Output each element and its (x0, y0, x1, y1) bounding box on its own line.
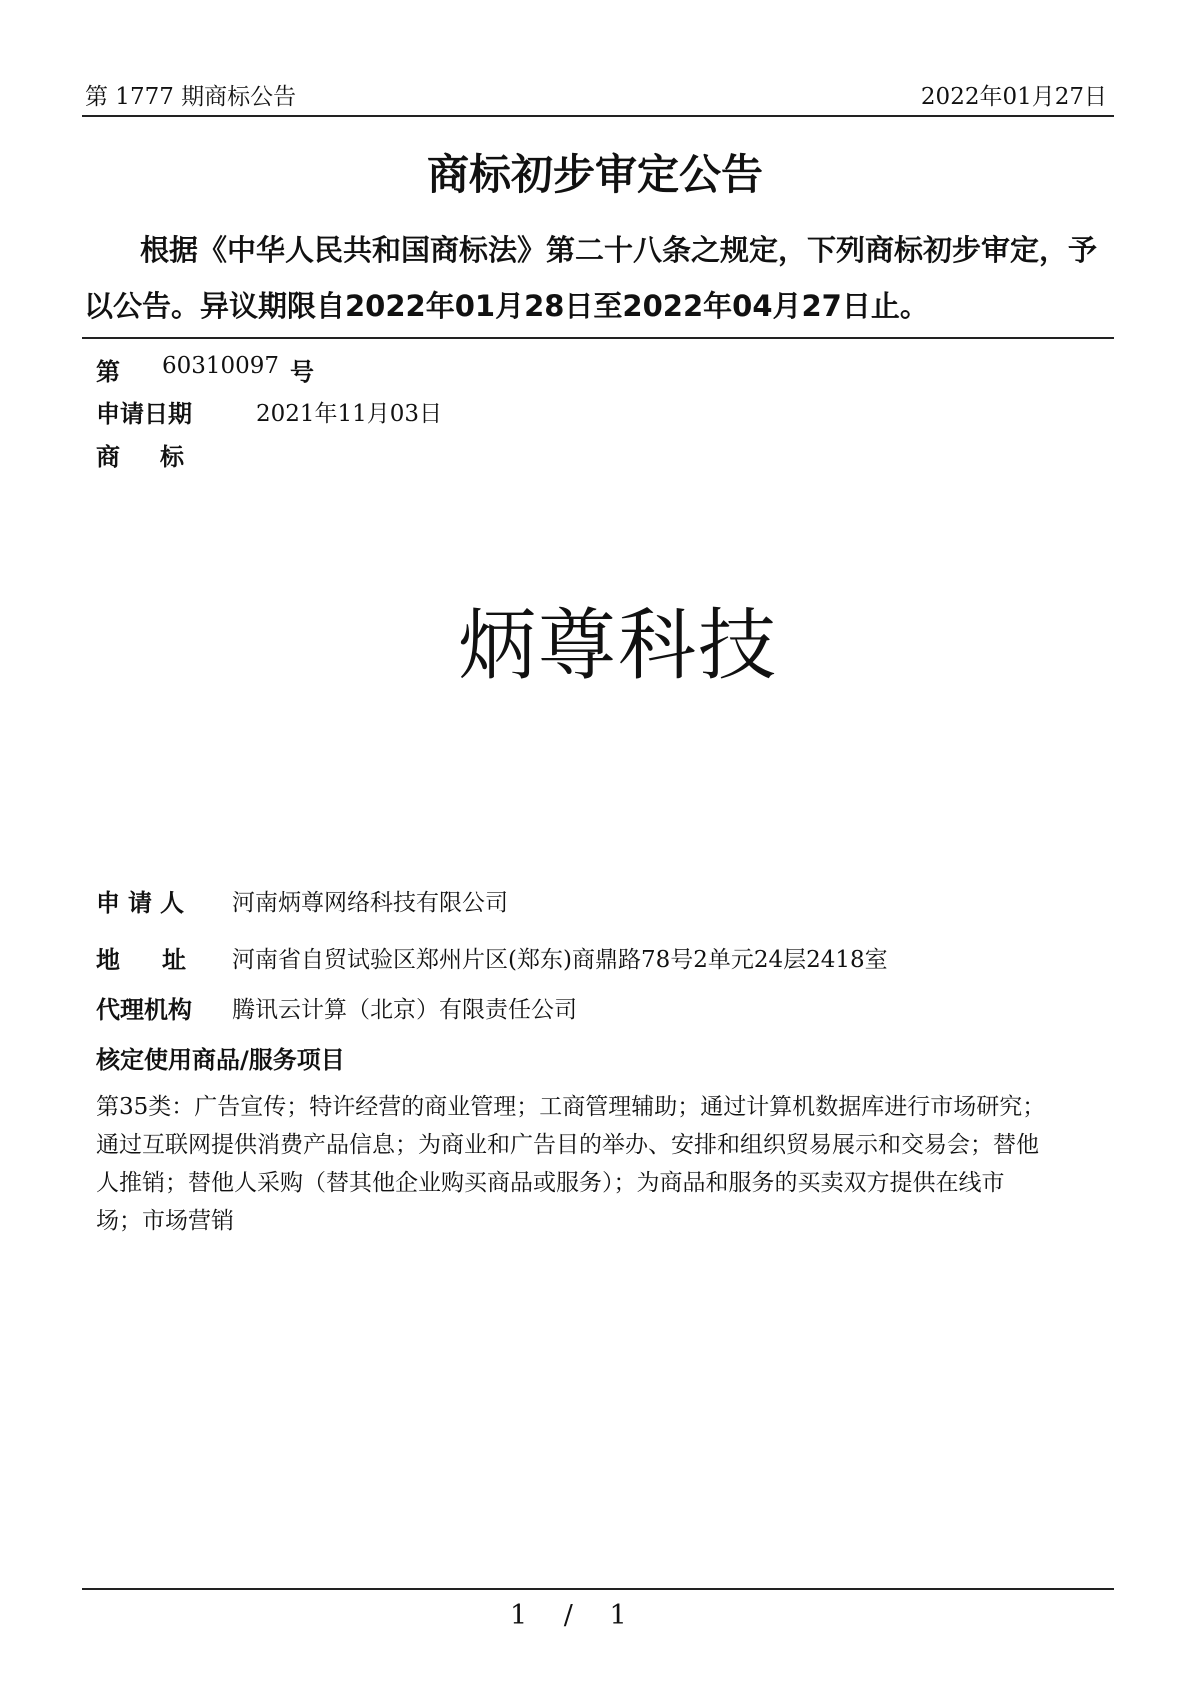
footer-divider (82, 1588, 1114, 1590)
header-divider (82, 115, 1114, 117)
section-divider (82, 337, 1114, 339)
address-label: 地址 (96, 946, 228, 974)
agent-label: 代理机构 (96, 996, 192, 1024)
agent-name: 腾讯云计算（北京）有限责任公司 (232, 997, 577, 1023)
trademark-label: 商标 (96, 443, 224, 471)
applicant-name: 河南炳尊网络科技有限公司 (232, 890, 508, 916)
application-date-label: 申请日期 (96, 400, 192, 428)
issue-number: 第 1777 期商标公告 (85, 84, 297, 110)
goods-line: 人推销；替他人采购（替其他企业购买商品或服务）；为商品和服务的买卖双方提供在线市 (96, 1170, 1005, 1196)
intro-line-1: 根据《中华人民共和国商标法》第二十八条之规定，下列商标初步审定，予 (140, 233, 1098, 267)
goods-services-label: 核定使用商品/服务项目 (96, 1046, 345, 1074)
page-indicator: 1 / 1 (510, 1600, 627, 1631)
application-date: 2021年11月03日 (256, 401, 443, 427)
trademark-mark: 炳尊科技 (457, 601, 778, 691)
goods-line: 通过互联网提供消费产品信息；为商业和广告目的举办、安排和组织贸易展示和交易会；替他 (96, 1132, 1039, 1158)
address-value: 河南省自贸试验区郑州片区(郑东)商鼎路78号2单元24层2418室 (232, 947, 888, 973)
registration-number-suffix: 号 (290, 358, 314, 386)
goods-services-list (96, 1088, 1106, 1240)
applicant-label: 申请人 (96, 889, 192, 917)
goods-line: 场；市场营销 (96, 1208, 234, 1234)
intro-paragraph (84, 222, 1110, 334)
page-title: 商标初步审定公告 (426, 150, 763, 199)
registration-number-prefix: 第 (96, 358, 120, 386)
registration-number: 60310097 (162, 353, 280, 379)
intro-line-2: 以公告。异议期限自2022年01月28日至2022年04月27日止。 (84, 289, 929, 323)
publication-date: 2022年01月27日 (920, 84, 1107, 110)
goods-line: 第35类：广告宣传；特许经营的商业管理；工商管理辅助；通过计算机数据库进行市场研究； (96, 1094, 1046, 1120)
